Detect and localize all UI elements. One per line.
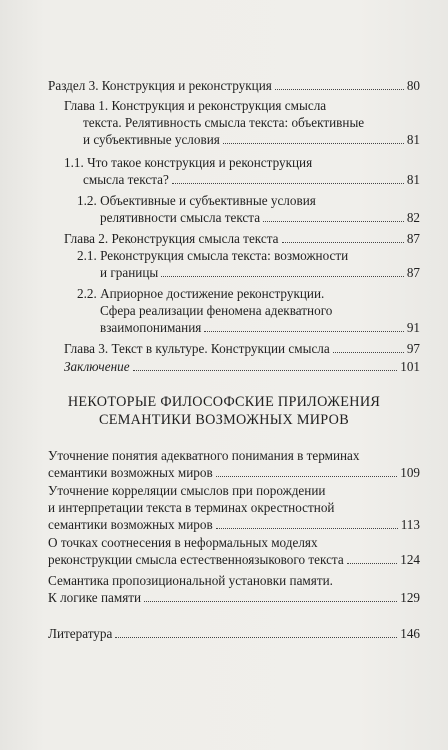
leader-dots [115,636,397,638]
entry-text: Заключение [64,359,130,374]
toc-entry-section-3 [48,77,420,94]
leader-dots [161,275,404,277]
toc-entry-memory-semantics [48,572,420,606]
entry-text: 2.1. Реконструкция смысла текста: возможности [77,248,349,263]
entry-text: и субъективные условия [83,132,220,147]
entry-text: Сфера реализации феномена адекватного [100,303,333,318]
entry-text: 2.2. Априорное достижение реконструкции. [77,286,325,301]
toc-entry-meaning-correlation [48,482,420,533]
toc-entry-adequate-understanding [48,447,420,481]
page-number: 87 [406,231,420,246]
leader-dots [223,142,404,144]
entry-text: Глава 3. Текст в культуре. Конструкции смысла [64,341,330,356]
entry-text: взаимопонимания [100,320,202,335]
entry-text: семантики возможных миров [48,465,213,480]
toc-entry-1-2 [77,192,420,226]
leader-dots [216,475,398,477]
toc-entry-chapter-2 [64,230,420,247]
leader-dots [172,182,404,184]
entry-text: Уточнение корреляции смыслов при порождении [48,483,326,498]
page-number: 82 [406,210,420,225]
leader-dots [347,562,398,564]
entry-text: релятивности смысла текста [100,210,261,225]
page-number: 81 [406,132,420,147]
page-number: 81 [406,172,420,187]
entry-text: К логике памяти [48,590,142,605]
leader-dots [144,600,397,602]
section-heading-line-1: НЕКОТОРЫЕ ФИЛОСОФСКИЕ ПРИЛОЖЕНИЯ [67,394,381,410]
leader-dots [204,330,403,332]
leader-dots [282,241,404,243]
page-number: 97 [406,341,420,356]
leader-dots [216,527,398,529]
leader-dots [263,220,404,222]
page-number: 146 [400,626,420,641]
entry-text: Глава 2. Реконструкция смысла текста [64,231,279,246]
toc-entry-chapter-3 [64,340,420,357]
entry-text: реконструкции смысла естественноязыкового текста [48,552,344,567]
entry-text: текста. Релятивность смысла текста: объективные [83,115,365,130]
page-number: 80 [406,78,420,93]
entry-text: и интерпретации текста в терминах окрестностной [48,500,335,515]
page-number: 91 [406,320,420,335]
page-number: 129 [400,590,420,605]
page-number: 124 [400,552,420,567]
entry-text: Раздел 3. Конструкция и реконструкция [48,78,272,93]
entry-text: Литература [48,626,113,641]
entry-text: Глава 1. Конструкция и реконструкция смысла [64,98,327,113]
section-heading-line-2: СЕМАНТИКИ ВОЗМОЖНЫХ МИРОВ [99,412,349,428]
entry-text: и границы [100,265,159,280]
entry-text: Уточнение понятия адекватного понимания в терминах [48,448,360,463]
toc-entry-1-1 [64,154,420,188]
page-number: 101 [400,359,420,374]
toc-entry-conclusion [64,358,420,375]
entry-text: смысла текста? [83,172,169,187]
entry-text: Семантика пропозициональной установки памяти. [48,573,333,588]
toc-entry-reference-points [48,534,420,568]
toc-entry-bibliography [48,625,420,642]
leader-dots [275,88,404,90]
leader-dots [333,351,404,353]
toc-entry-2-2 [77,285,420,336]
toc-entry-chapter-1 [64,97,420,148]
entry-text: 1.1. Что такое конструкция и реконструкция [64,155,313,170]
entry-text: 1.2. Объективные и субъективные условия [77,193,316,208]
page-number: 109 [400,465,420,480]
page-number: 87 [406,265,420,280]
page-number: 113 [400,517,420,532]
entry-text: семантики возможных миров [48,517,213,532]
leader-dots [133,369,398,371]
entry-text: О точках соотнесения в неформальных моделях [48,535,318,550]
toc-entry-2-1 [77,247,420,281]
